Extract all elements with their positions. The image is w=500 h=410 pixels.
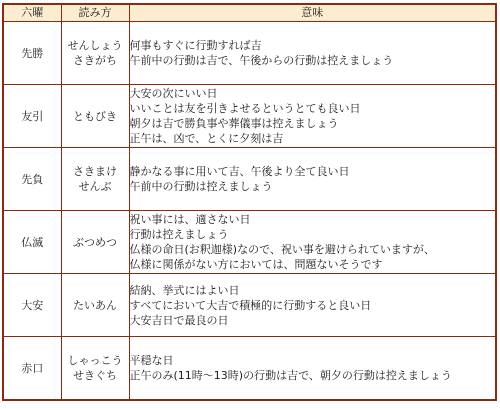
meaning-line: 午前中の行動は吉で、午後からの行動は控えましょう: [129, 54, 394, 67]
reading-line: さきがち: [73, 54, 117, 67]
meaning-line: 静かなる事に用いて吉、午後より全て良い日: [129, 165, 350, 178]
table-row: [3, 85, 496, 148]
table-row: [3, 337, 496, 401]
rokuyo-meaning: [129, 148, 496, 211]
meaning-line: すべてにおいて大吉で積極的に行動すると良い日: [129, 298, 372, 312]
meaning-line: 平穏な日: [129, 354, 174, 367]
reading-line: しゃっこう: [67, 354, 123, 367]
rokuyo-name: 先勝: [3, 22, 61, 85]
rokuyo-reading: [61, 85, 129, 148]
meaning-line: 祝い事には、適さない日: [129, 213, 251, 226]
meaning-line: 大安吉日で最良の日: [129, 313, 229, 327]
reading-line: ぶつめつ: [73, 235, 117, 249]
meaning-line: 仏様に関係がない方においては、問題ないそうです: [129, 258, 383, 271]
rokuyo-reading: [61, 337, 129, 401]
rokuyo-meaning: [129, 85, 496, 148]
table-row: [3, 148, 496, 211]
meaning-line: 何事もすぐに行動すれば吉: [129, 39, 262, 52]
table-row: [3, 22, 496, 85]
reading-line: せんぶ: [78, 180, 112, 193]
meaning-line: 正午は、凶で、とくに夕刻は吉: [129, 132, 284, 145]
table-header-row: [3, 4, 496, 22]
rokuyo-name: 赤口: [3, 337, 61, 401]
reading-line: さきまけ: [73, 165, 117, 178]
meaning-line: 午前中の行動は控えましょう: [129, 180, 273, 193]
rokuyo-name: 仏滅: [3, 211, 61, 274]
table-row: [3, 211, 496, 274]
meaning-line: 朝夕は吉で勝負事や葬儀事は控えましょう: [129, 117, 339, 130]
rokuyo-meaning: [129, 337, 496, 401]
rokuyo-table: [2, 3, 497, 401]
rokuyo-name: 大安: [3, 274, 61, 337]
meaning-line: いいことは友を引きよせるというとても良い日: [129, 102, 361, 115]
table-row: [3, 274, 496, 337]
header-rokuyo: 六曜: [3, 4, 61, 22]
rokuyo-meaning: [129, 274, 496, 337]
rokuyo-name: 先負: [3, 148, 61, 211]
rokuyo-reading: [61, 274, 129, 337]
rokuyo-name: 友引: [3, 85, 61, 148]
reading-line: せきぐち: [73, 369, 117, 382]
header-meaning: 意味: [129, 4, 496, 22]
rokuyo-reading: [61, 211, 129, 274]
header-reading: 読み方: [61, 4, 129, 22]
rokuyo-meaning: [129, 211, 496, 274]
rokuyo-meaning: [129, 22, 496, 85]
rokuyo-reading: [61, 22, 129, 85]
reading-line: ともびき: [73, 109, 117, 123]
rokuyo-reading: [61, 148, 129, 211]
meaning-line: 正午のみ(11時～13時)の行動は吉で、朝夕の行動は控えましょう: [129, 369, 452, 382]
reading-line: せんしょう: [67, 39, 123, 52]
meaning-line: 大安の次にいい日: [129, 87, 218, 100]
meaning-line: 仏様の命日(お釈迦様)なので、祝い事を避けられていますが、: [129, 243, 435, 256]
meaning-line: 行動は控えましょう: [129, 228, 229, 241]
reading-line: たいあん: [73, 298, 117, 312]
meaning-line: 結納、挙式にはよい日: [129, 283, 240, 297]
